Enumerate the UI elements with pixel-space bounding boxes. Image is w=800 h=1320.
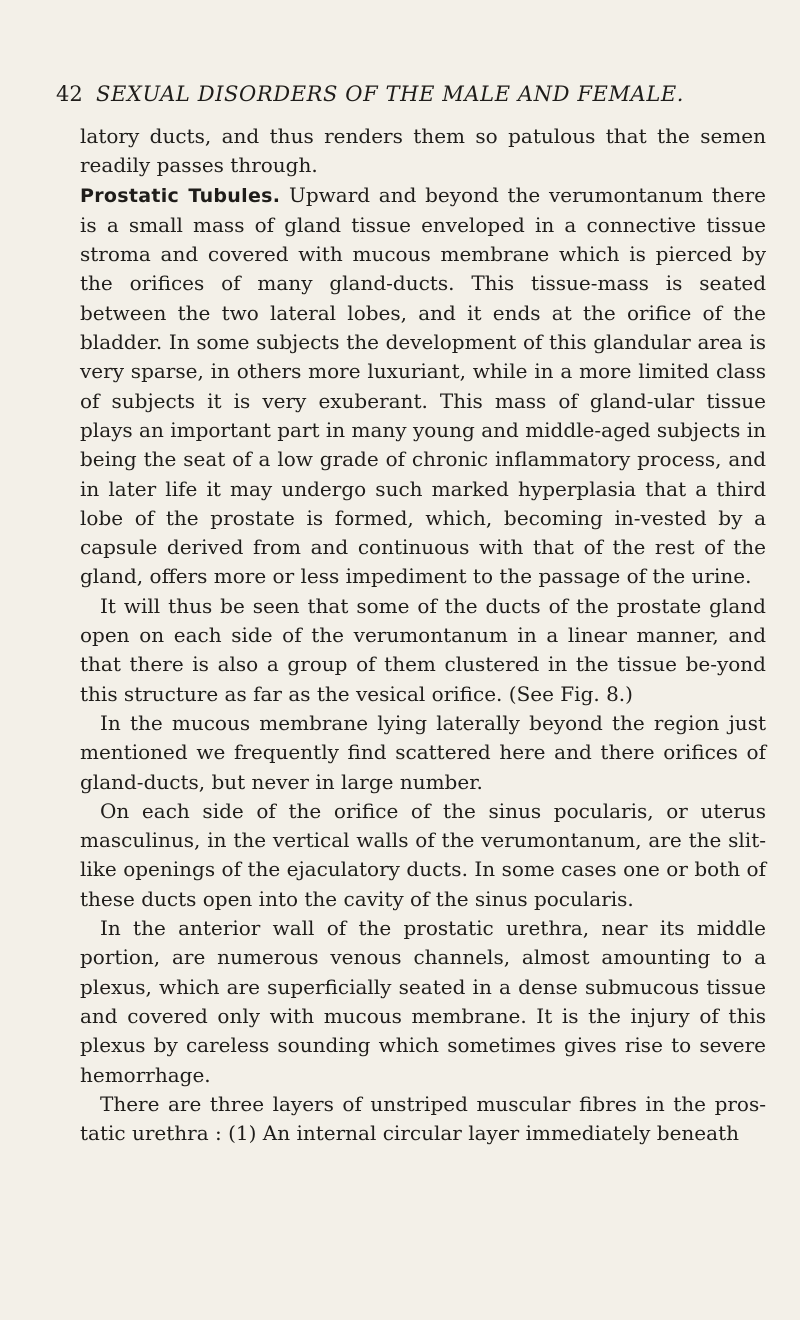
section-text: Upward and beyond the verumontanum there is a small mass of gland tissue enveloped in a connective tissue stroma and covered with mucous membrane which is pierced by the orifices of many gland-ducts. This tissue-mass is seated between the two lateral lobes, and it ends at the orifice of the bladder. In some subjects the development of this glandular area is very sparse, in others more luxuriant, while in a more limited class of subjects it is very exuberant. This mass of gland-ular tissue plays an important part in many young and middle-aged subjects in being the seat of a low grade of chronic inflammatory process, and in later life it may undergo such marked hyperplasia that a third lobe of the prostate is formed, which, becoming in-vested by a capsule derived from and continuous with that of the rest of the gland, offers more or less impediment to the passage of the urine. [80,182,766,589]
running-title: SEXUAL DISORDERS OF THE MALE AND FEMALE. [96,82,685,106]
paragraph-mucous-membrane: In the mucous membrane lying laterally beyond the region just mentioned we frequently find scattered here and there orifices of gland-ducts, but never in large number. [80,710,766,794]
section-heading: Prostatic Tubules. [80,184,281,207]
paragraph-muscular-fibres: There are three layers of unstriped muscular fibres in the pros-tatic urethra : (1) An internal circular layer immediately beneath [80,1091,766,1146]
paragraph-ducts: It will thus be seen that some of the ducts of the prostate gland open on each side of the verumontanum in a linear manner, and that there is also a group of them clustered in the tissue be-yond this structure as far as the vesical orifice. (See Fig. 8.) [80,593,766,706]
paragraph-venous-plexus: In the anterior wall of the prostatic urethra, near its middle portion, are numerous venous channels, almost amounting to a plexus, which are superficially seated in a dense submucous tissue and covered only with mucous membrane. It is the injury of this plexus by careless sounding which sometimes gives rise to severe hemorrhage. [80,916,766,1087]
continuation-paragraph: latory ducts, and thus renders them so patulous that the semen readily passes through. [80,124,766,178]
page-number: 42 [56,82,83,106]
body-text [80,122,766,1148]
page-header [56,80,756,108]
paragraph-ejaculatory-ducts: On each side of the orifice of the sinus pocularis, or uterus masculinus, in the vertical walls of the verumontanum, are the slit-like openings of the ejaculatory ducts. In some cases one or both of these ducts open into the cavity of the sinus pocularis. [80,798,766,911]
prostatic-tubules-paragraph [80,181,766,592]
